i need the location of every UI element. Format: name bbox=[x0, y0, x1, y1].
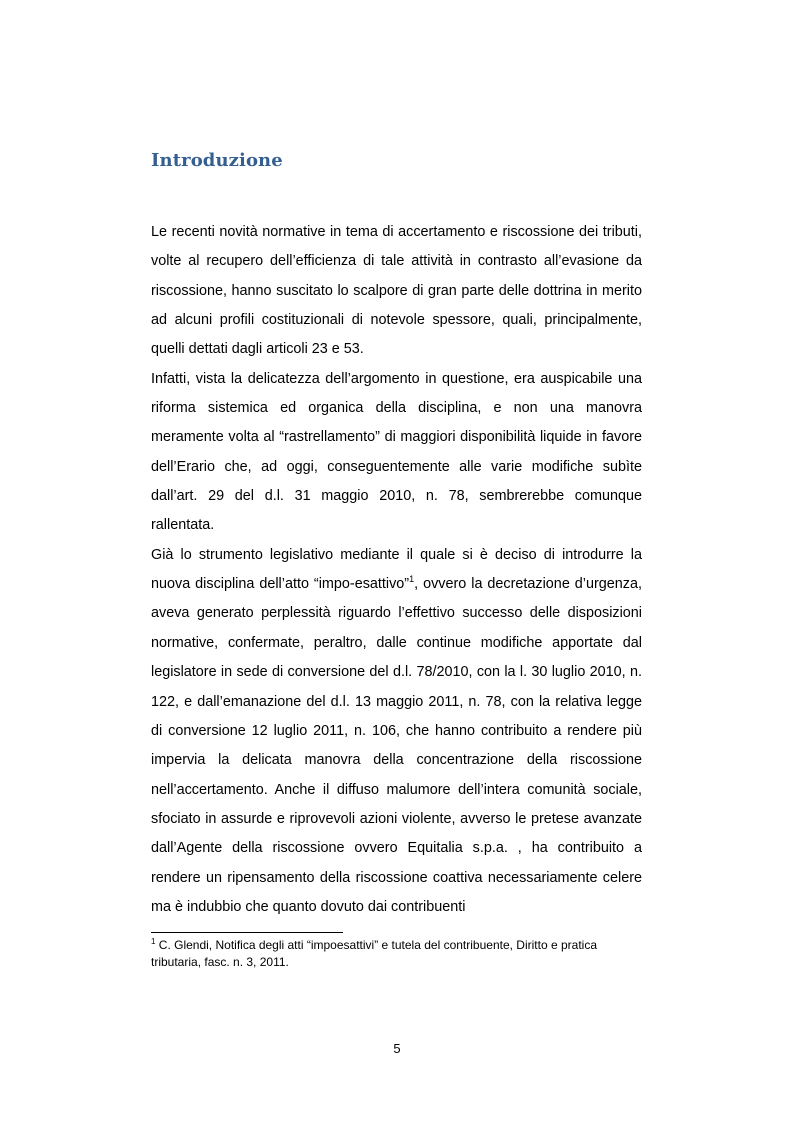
footnote-reference[interactable]: 1 bbox=[409, 574, 415, 585]
paragraph-3-start: Già lo strumento legislativo mediante il quale si è deciso di introdurre la nuova disciplina dell’atto “impo-esattivo” bbox=[151, 546, 642, 593]
section-heading: Introduzione bbox=[151, 150, 283, 171]
footnote-separator bbox=[151, 932, 343, 933]
paragraph-2: Infatti, vista la delicatezza dell’argomento in questione, era auspicabile una riforma sistemica ed organica della disciplina, e non una manovra meramente volta al “rastrellamento” di maggiori disponibilità liquide in favore dell’Erario che, ad oggi, conseguentemente alle varie modifiche subìte dall’art. 29 del d.l. 31 maggio 2010, n. 78, sembrerebbe comunque rallentata. bbox=[151, 370, 642, 534]
paragraph-3-end: , ovvero la decretazione d’urgenza, aveva generato perplessità riguardo l’effettivo successo delle disposizioni normative, confermate, peraltro, dalle continue modifiche apportate dal legislatore in sede di conversione del d.l. 78/2010, con la l. 30 luglio 2010, n. 122, e dall’emanazione del d.l. 13 maggio 2011, n. 78, con la relativa legge di conversione 12 luglio 2011, n. 106, che hanno contribuito a rendere più impervia la delicata manovra della concentrazione della riscossione nell’accertamento. Anche il diffuso malumore dell’intera comunità sociale, sfociato in assurde e riprovevoli azioni violente, avverso le pretese avanzate dall’Agente della riscossione ovvero Equitalia s.p.a. , ha contribuito a rendere un ripensamento della riscossione coattiva necessariamente celere ma è indubbio che quanto dovuto dai contribuenti bbox=[151, 576, 642, 915]
body-text bbox=[151, 218, 642, 922]
footnote-text: C. Glendi, Notifica degli atti “impoesattivi” e tutela del contribuente, Diritto e pratica tributaria, fasc. n. 3, 2011. bbox=[151, 938, 597, 969]
paragraph-3 bbox=[151, 541, 642, 922]
paragraph-1: Le recenti novità normative in tema di accertamento e riscossione dei tributi, volte al recupero dell’efficienza di tale attività in contrasto all’evasione da riscossione, hanno suscitato lo scalpore di gran parte delle dottrina in merito ad alcuni profili costituzionali di notevole spessore, quali, principalmente, quelli dettati dagli articoli 23 e 53. bbox=[151, 224, 642, 358]
page-number: 5 bbox=[393, 1041, 401, 1056]
footnote bbox=[151, 937, 642, 971]
footnote-number: 1 bbox=[151, 937, 156, 946]
